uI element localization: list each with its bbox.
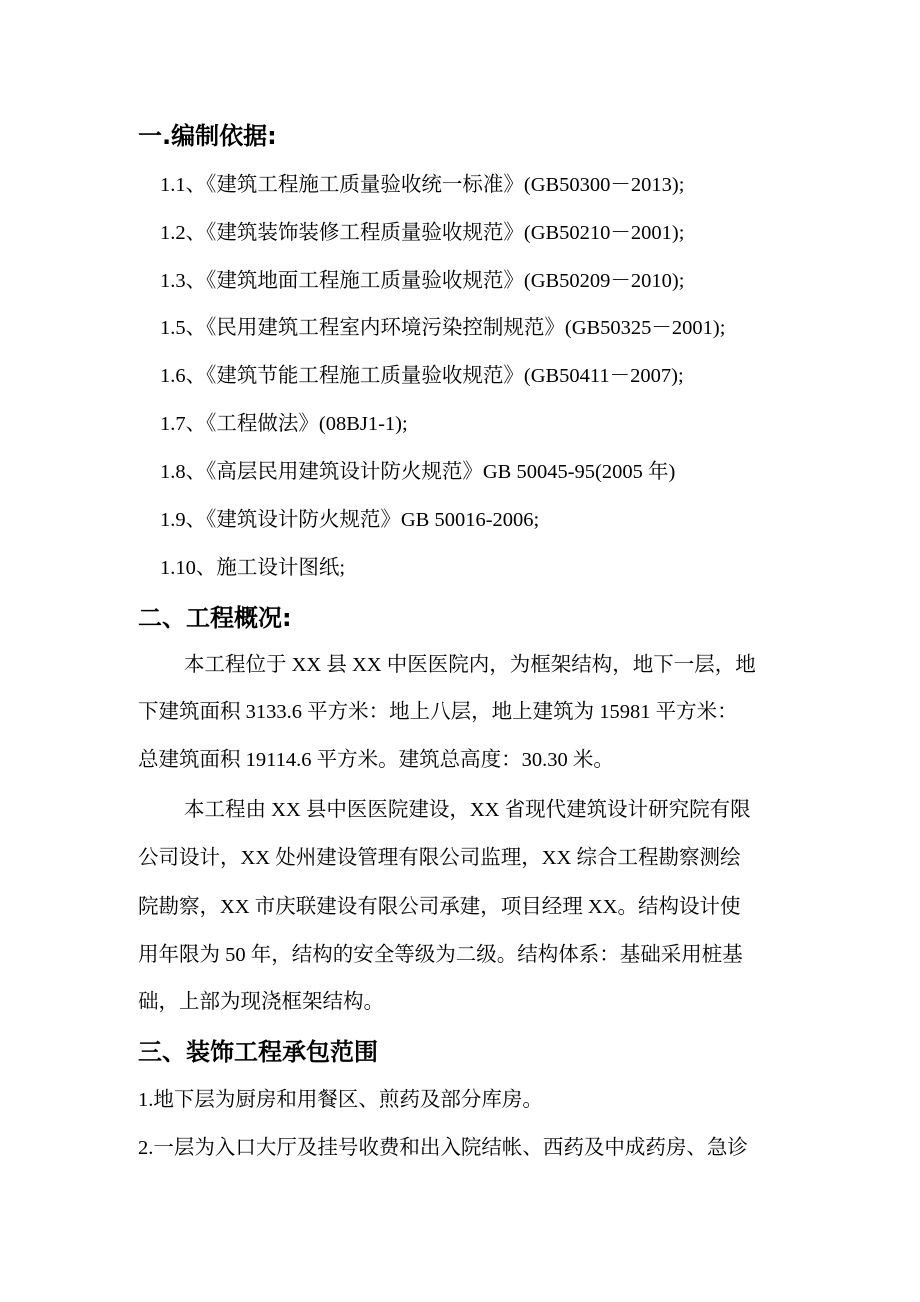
section-heading-overview: 二、工程概况: xyxy=(138,604,292,632)
overview-paragraph-line: 下建筑面积 3133.6 平方米：地上八层，地上建筑为 15981 平方米： xyxy=(138,701,738,723)
basis-item: 1.1、《建筑工程施工质量验收统一标准》(GB50300－2013); xyxy=(160,174,685,196)
basis-item: 1.10、施工设计图纸; xyxy=(160,557,346,579)
scope-item: 1.地下层为厨房和用餐区、煎药及部分库房。 xyxy=(138,1089,543,1111)
basis-item: 1.3、《建筑地面工程施工质量验收规范》(GB50209－2010); xyxy=(160,270,685,292)
overview-paragraph-line: 公司设计，XX 处州建设管理有限公司监理，XX 综合工程勘察测绘 xyxy=(138,847,741,869)
section-heading-scope: 三、装饰工程承包范围 xyxy=(138,1038,378,1066)
basis-item: 1.2、《建筑装饰装修工程质量验收规范》(GB50210－2001); xyxy=(160,222,685,244)
basis-item: 1.8、《高层民用建筑设计防火规范》GB 50045-95(2005 年) xyxy=(160,461,676,483)
basis-item: 1.6、《建筑节能工程施工质量验收规范》(GB50411－2007); xyxy=(160,365,684,387)
basis-item: 1.7、《工程做法》(08BJ1-1); xyxy=(160,413,408,435)
overview-paragraph-line: 总建筑面积 19114.6 平方米。建筑总高度：30.30 米。 xyxy=(138,749,614,771)
basis-item: 1.9、《建筑设计防火规范》GB 50016-2006; xyxy=(160,509,540,531)
scope-item: 2.一层为入口大厅及挂号收费和出入院结帐、西药及中成药房、急诊 xyxy=(138,1137,748,1159)
overview-paragraph-line: 院勘察，XX 市庆联建设有限公司承建，项目经理 XX。结构设计使 xyxy=(138,896,741,918)
overview-paragraph-line: 本工程由 XX 县中医医院建设，XX 省现代建筑设计研究院有限 xyxy=(184,799,751,821)
section-heading-basis: 一.编制依据: xyxy=(138,122,277,150)
basis-item: 1.5、《民用建筑工程室内环境污染控制规范》(GB50325－2001); xyxy=(160,317,726,339)
overview-paragraph-line: 用年限为 50 年，结构的安全等级为二级。结构体系：基础采用桩基 xyxy=(138,944,743,966)
overview-paragraph-line: 本工程位于 XX 县 XX 中医医院内，为框架结构，地下一层，地 xyxy=(184,654,756,676)
overview-paragraph-line: 础，上部为现浇框架结构。 xyxy=(138,991,384,1013)
